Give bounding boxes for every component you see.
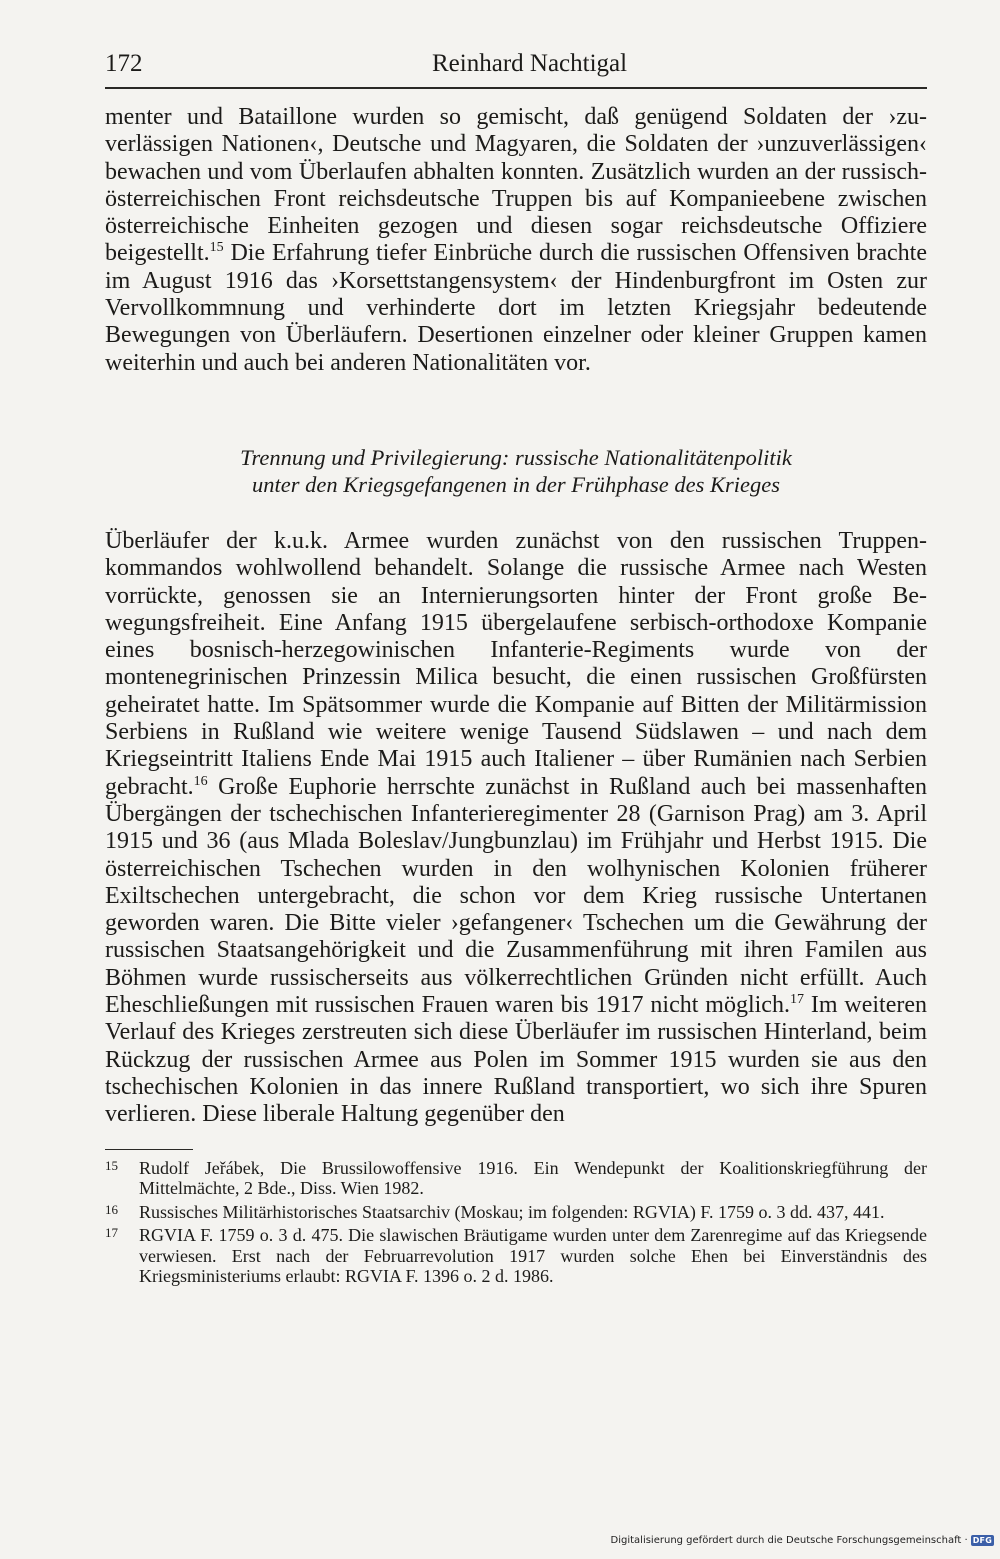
dfg-logo: DFG [972, 1536, 992, 1545]
footnote-text: Russisches Militärhistorisches Staatsarchiv (Moskau; im folgenden: RGVIA) F. 1759 o. 3 dd. 437, 441. [139, 1201, 885, 1222]
section-heading-line: unter den Kriegsgefangenen in der Frühphase des Krieges [251, 471, 781, 497]
footnote [105, 1158, 927, 1199]
paragraph-text: Große Euphorie herrschte zunächst in Rußland auch bei massenhaften Übergängen der tschechischen Infanterieregimenter 28 (Garnison Prag) am 3. April 1915 und 36 (aus Mlada Boleslav/Jungbunzlau) im Frühjahr und Herbst 1915. Die österreichischen Tschechen wurden in den wolhynischen Kolonien früherer Exiltschechen untergebracht, die schon vor dem Krieg russische Untertanen geworden waren. Die Bitte vieler ›gefangener‹ Tschechen um die Gewährung der russischen Staatsangehörigkeit und die Zusammenführung mit ihren Familen aus Böhmen wurde russischerseits aus völkerrechtlichen Gründen nicht erfüllt. Auch Eheschließungen mit russischen Frauen waren bis 1917 nicht möglich. [105, 773, 927, 1019]
footnote-text: RGVIA F. 1759 o. 3 d. 475. Die slawischen Bräutigame wurden unter dem Zarenregime auf das Kriegsende verwiesen. Erst nach der Februarrevolution 1917 wurden solche Ehen bei Einverständnis des Kriegsministeriums erlaubt: RGVIA F. 1396 o. 2 d. 1986. [139, 1225, 927, 1286]
footnote-reference: 16 [193, 773, 208, 789]
footnote [105, 1202, 927, 1223]
section-heading [105, 444, 927, 498]
footnote-number: 15 [105, 1157, 118, 1173]
footnote [105, 1225, 927, 1287]
footnote-separator [105, 1149, 193, 1150]
footnotes [105, 1158, 927, 1287]
paragraph-text: Im weiteren Verlauf des Krieges zerstreuten sich diese Überläufer im russischen Hinterland, beim Rückzug der russischen Armee aus Polen im Sommer 1915 wurden sie aus den tschechischen Kolonien in das innere Rußland transportiert, wo sich ihre Spuren verlieren. Diese liberale Haltung gegenüber den [105, 992, 928, 1128]
page-number: 172 [105, 50, 143, 77]
paragraph [105, 104, 927, 377]
paragraph [105, 528, 927, 1129]
footnote-reference: 17 [789, 992, 804, 1008]
section-heading-line: Trennung und Privilegierung: russische Nationalitätenpolitik [240, 444, 792, 470]
body-text [105, 104, 927, 1129]
paragraph-text: Überläufer der k.u.k. Armee wurden zunächst von den russischen Truppenkommandos wohlwollend behandelt. Solange die russische Armee nach Westen vorrückte, genossen sie an Internierungsorten hinter der Front große Bewegungsfreiheit. Eine Anfang 1915 übergelaufene serbisch-orthodoxe Kompanie eines bosnisch-herzegowinischen Infanterie-Regiments wurde von der montenegrinischen Prinzessin Milica besucht, die einen russischen Großfürsten geheiratet hatte. Im Spätsommer wurde die Kompanie auf Bitten der Militärmission Serbiens in Rußland wie weitere wenige Tausend Südslawen – und nach dem Kriegseintritt Italiens Ende Mai 1915 auch Italiener – über Rumänien nach Serbien gebracht. [105, 527, 927, 800]
footnote-reference: 15 [209, 240, 224, 256]
paragraph-text: Die Erfahrung tiefer Einbrüche durch die russischen Offensiven brachte im August 1916 das ›Korsettstangensystem‹ der Hindenburgfront im Osten zur Vervollkommnung und verhinderte dort im letzten Kriegsjahr bedeutende Bewegungen von Überläufern. Desertionen einzelner oder kleiner Gruppen kamen weiterhin und auch bei anderen Nationalitäten vor. [105, 240, 927, 376]
running-head [105, 48, 927, 88]
book-page [105, 48, 927, 1290]
paragraph-text: menter und Bataillone wurden so gemischt, daß genügend Soldaten der ›zuverlässigen Nationen‹, Deutsche und Magyaren, die Soldaten der ›unzuverlässigen‹ bewachen und vom Überlaufen abhalten konnten. Zusätzlich wurden an der russisch-österreichischen Front reichsdeutsche Truppen bis auf Kompanieebene zwischen österreichische Einheiten gezogen und diesen sogar reichsdeutsche Offiziere beigestellt. [105, 104, 927, 267]
footnote-number: 17 [105, 1225, 118, 1240]
credit-text: Digitalisierung gefördert durch die Deutsche Forschungsgemeinschaft · [610, 1535, 968, 1546]
footnote-text: Rudolf Jeřábek, Die Brussilowoffensive 1916. Ein Wendepunkt der Koalitionskriegführung der Mittelmächte, 2 Bde., Diss. Wien 1982. [139, 1157, 927, 1198]
footnote-number: 16 [105, 1201, 118, 1217]
header-rule [105, 87, 927, 89]
running-head-author: Reinhard Nachtigal [432, 50, 628, 77]
digitization-credit [611, 1535, 994, 1546]
